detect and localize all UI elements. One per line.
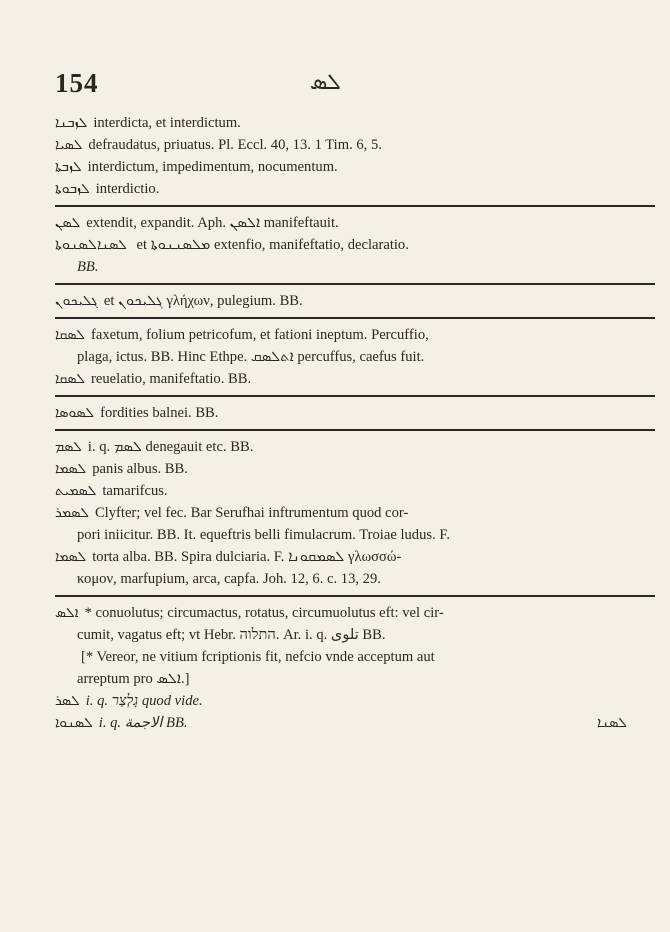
entry-text: cumit, vagatus eft; vt Hebr. התלוה. Ar. i. q. تلوى BB.: [77, 627, 386, 643]
entry-line: [55, 602, 655, 624]
entry-line: [55, 646, 655, 668]
entry-line: [55, 502, 655, 524]
entry-line: [55, 690, 655, 712]
syriac-headword: ܠܣܩܐ: [55, 327, 86, 343]
entry-line: [55, 234, 655, 256]
syriac-headword: ܐܠܣ: [55, 605, 79, 621]
entry-text: κομον, marfupium, arca, capfa. Joh. 12, 6. c. 13, 29.: [77, 571, 381, 587]
entry-line: [55, 402, 655, 424]
entry-text: et ܓܠܝܟܘܢ γλήχων, pulegium. BB.: [103, 293, 303, 309]
syriac-headword: ܠܣܡܝܬ: [55, 483, 97, 499]
syriac-headword: ܠܣܩܐ: [55, 371, 86, 387]
entries-block: [55, 112, 655, 734]
entry-text: [* Vereor, ne vitium fcriptionis fit, nefcio vnde acceptum aut: [81, 649, 435, 665]
entry-line: [55, 112, 655, 134]
syriac-headword: ܠܣܡܐ: [55, 461, 87, 477]
syriac-headword: ܠܣܢܘܐ: [55, 715, 93, 731]
entry-text: torta alba. BB. Spira dulciaria. F. ܠܣܡܩܘܢܐ γλωσσώ-: [92, 549, 402, 565]
entry-text: extendit, expandit. Aph. ܐܠܣܢ manifeftauit.: [86, 215, 339, 231]
entry-line: [55, 524, 655, 546]
entry-text: panis albus. BB.: [92, 461, 188, 477]
entry-line: [55, 436, 655, 458]
syriac-headword: ܓܠܝܟܘܢ: [55, 293, 98, 309]
entry-text: i. q. ܠܣܡ denegauit etc. BB.: [87, 439, 254, 455]
syriac-headword: ܠܣܘܣܐ: [55, 405, 95, 421]
entry-text: defraudatus, priuatus. Pl. Eccl. 40, 13. 1 Tim. 6, 5.: [88, 137, 382, 153]
section-rule: [55, 395, 655, 397]
entry-text: tamarifcus.: [102, 483, 168, 499]
entry-text: ܠܣܢܘܬܐ et ܡܠܣܢܢܘܬܐ extenfio, manifeftatio, declaratio.: [55, 237, 409, 253]
syriac-headword: ܠܣܡܪ: [55, 505, 89, 521]
syriac-headword: ܠܣܡ: [55, 439, 82, 455]
entry-line: [55, 290, 655, 312]
entry-text: reuelatio, manifeftatio. BB.: [91, 371, 252, 387]
entry-text: interdictio.: [95, 181, 160, 197]
entry-line: [55, 458, 655, 480]
entry-line: [55, 546, 655, 568]
syriac-headword: ܠܣܢ: [55, 215, 81, 231]
syriac-headword: ܠܙܒܢܐ: [55, 115, 88, 131]
entry-line: [55, 178, 655, 200]
entry-text: Clyfter; vel fec. Bar Serufhai inftrumentum quod cor-: [94, 505, 409, 521]
syriac-headword: ܠܙܒܬܐ: [55, 159, 82, 175]
entry-text: fordities balnei. BB.: [100, 405, 219, 421]
syriac-headword: ܠܣܪ: [55, 693, 80, 709]
entry-line: [55, 480, 655, 502]
section-rule: [55, 283, 655, 285]
entry-text: faxetum, folium petricofum, et fationi ineptum. Percuffio,: [91, 327, 429, 343]
entry-line: [55, 346, 655, 368]
entry-line: [55, 324, 655, 346]
entry-text: i. q. גָלְצַר quod vide.: [85, 693, 203, 709]
section-rule: [55, 205, 655, 207]
entry-line: [55, 712, 655, 734]
entry-line: [55, 156, 655, 178]
entry-text: * conuolutus; circumactus, rotatus, circumuolutus eft: vel cir-: [84, 605, 444, 621]
header-syriac: ܠܣ: [310, 70, 341, 95]
page-number: 154: [55, 68, 99, 98]
entry-text: arreptum pro ܐܠܣ.]: [77, 671, 190, 687]
section-rule: [55, 317, 655, 319]
entry-line: [55, 134, 655, 156]
syriac-headword: ܠܣܢܐ: [96, 237, 127, 253]
syriac-headword: ܠܣܝܐ: [55, 137, 83, 153]
entry-text: BB.: [77, 259, 99, 275]
entry-text: i. q. الاجمة BB.: [98, 715, 188, 731]
entry-line: [55, 624, 655, 646]
section-rule: [55, 595, 655, 597]
section-rule: [55, 429, 655, 431]
entry-line: [55, 668, 655, 690]
syriac-headword: ܠܣܡܐ: [55, 549, 87, 565]
entry-text: interdicta, et interdictum.: [93, 115, 241, 131]
entry-text: interdictum, impedimentum, nocumentum.: [87, 159, 338, 175]
entry-line: [55, 256, 655, 278]
catchword: ܠܣܢܐ: [597, 715, 627, 731]
entry-text: pori iniicitur. BB. It. equeftris belli fimulacrum. Troiae ludus. F.: [77, 527, 450, 543]
entry-line: [55, 568, 655, 590]
entry-line: [55, 368, 655, 390]
entry-line: [55, 212, 655, 234]
syriac-headword: ܠܙܒܘܬܐ: [55, 181, 90, 197]
entry-text: plaga, ictus. BB. Hinc Ethpe. ܐܬܠܣܩ percuffus, caefus fuit.: [77, 349, 425, 365]
